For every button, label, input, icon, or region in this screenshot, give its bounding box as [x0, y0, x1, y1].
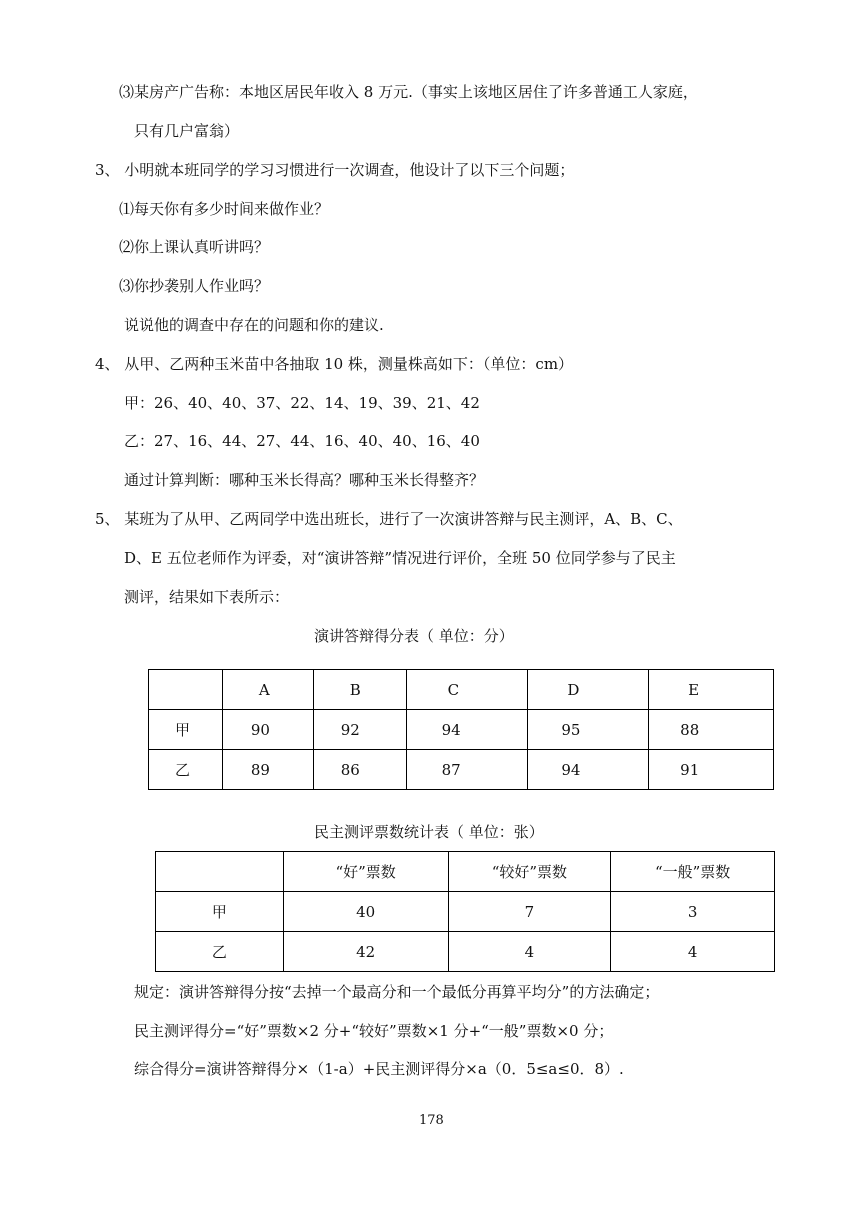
table-cell: 甲 — [156, 892, 284, 932]
table-cell: 91 — [649, 750, 774, 790]
question-3: 3、 小明就本班同学的学习习惯进行一次调查，他设计了以下三个问题； — [95, 161, 575, 179]
table-cell: 94 — [406, 710, 528, 750]
table-header-row — [149, 670, 774, 710]
table-header-row — [156, 852, 775, 892]
table-cell: 90 — [222, 710, 313, 750]
table-header-cell: A — [222, 670, 313, 710]
table-cell: 92 — [313, 710, 406, 750]
q4-data-yi: 乙：27、16、44、27、44、16、40、40、16、40 — [124, 432, 480, 450]
table-cell: 86 — [313, 750, 406, 790]
q3-item-3: ⑶你抄袭别人作业吗？ — [119, 277, 270, 295]
table-row — [149, 750, 774, 790]
table-cell: 42 — [283, 932, 448, 972]
table-header-cell: “一般”票数 — [611, 852, 775, 892]
table-cell: 94 — [528, 750, 649, 790]
table1-caption: 演讲答辩得分表（ 单位：分） — [314, 627, 514, 645]
table2-caption: 民主测评票数统计表（ 单位：张） — [314, 823, 544, 841]
table-row — [156, 892, 775, 932]
line-ad-claim: ⑶某房产广告称：本地区居民年收入 8 万元.（事实上该地区居住了许多普通工人家庭， — [119, 83, 698, 101]
table-header-cell: “好”票数 — [283, 852, 448, 892]
table-row — [149, 710, 774, 750]
q3-prompt: 说说他的调查中存在的问题和你的建议. — [124, 316, 384, 334]
rule-vote-score: 民主测评得分=“好”票数×2 分+“较好”票数×1 分+“一般”票数×0 分； — [134, 1022, 614, 1040]
rule-speech-score: 规定：演讲答辩得分按“去掉一个最高分和一个最低分再算平均分”的方法确定； — [134, 983, 660, 1001]
table-cell: 乙 — [149, 750, 223, 790]
q3-item-1: ⑴每天你有多少时间来做作业？ — [119, 200, 330, 218]
table-header-cell: C — [406, 670, 528, 710]
question-4: 4、 从甲、乙两种玉米苗中各抽取 10 株，测量株高如下：（单位：cm） — [95, 355, 574, 373]
line-ad-claim-cont: 只有几户富翁） — [134, 122, 240, 140]
table-cell: 3 — [611, 892, 775, 932]
page-number: 178 — [419, 1113, 444, 1128]
table-header-cell: “较好”票数 — [448, 852, 611, 892]
table-cell: 乙 — [156, 932, 284, 972]
speech-score-table — [148, 669, 774, 790]
table-cell: 95 — [528, 710, 649, 750]
table-row — [156, 932, 775, 972]
table-cell: 4 — [611, 932, 775, 972]
q3-item-2: ⑵你上课认真听讲吗？ — [119, 238, 270, 256]
table-header-cell: D — [528, 670, 649, 710]
vote-count-table — [155, 851, 775, 972]
table-cell: 40 — [283, 892, 448, 932]
table-header-cell: E — [649, 670, 774, 710]
q4-data-jia: 甲：26、40、40、37、22、14、19、39、21、42 — [124, 394, 480, 412]
question-5-cont-2: 测评，结果如下表所示： — [124, 588, 290, 606]
q4-prompt: 通过计算判断：哪种玉米长得高？哪种玉米长得整齐？ — [124, 471, 485, 489]
table-header-cell — [156, 852, 284, 892]
table-cell: 87 — [406, 750, 528, 790]
table-cell: 甲 — [149, 710, 223, 750]
table-cell: 4 — [448, 932, 611, 972]
question-5: 5、 某班为了从甲、乙两同学中选出班长，进行了一次演讲答辩与民主测评，A、B、C、 — [95, 510, 683, 528]
table-cell: 89 — [222, 750, 313, 790]
table-header-cell: B — [313, 670, 406, 710]
question-5-cont-1: D、E 五位老师作为评委，对“演讲答辩”情况进行评价，全班 50 位同学参与了民主 — [124, 549, 676, 567]
table-cell: 7 — [448, 892, 611, 932]
table-cell: 88 — [649, 710, 774, 750]
table-header-cell — [149, 670, 223, 710]
rule-total-score: 综合得分=演讲答辩得分×（1-a）+民主测评得分×a（0．5≤a≤0．8）. — [134, 1060, 624, 1078]
